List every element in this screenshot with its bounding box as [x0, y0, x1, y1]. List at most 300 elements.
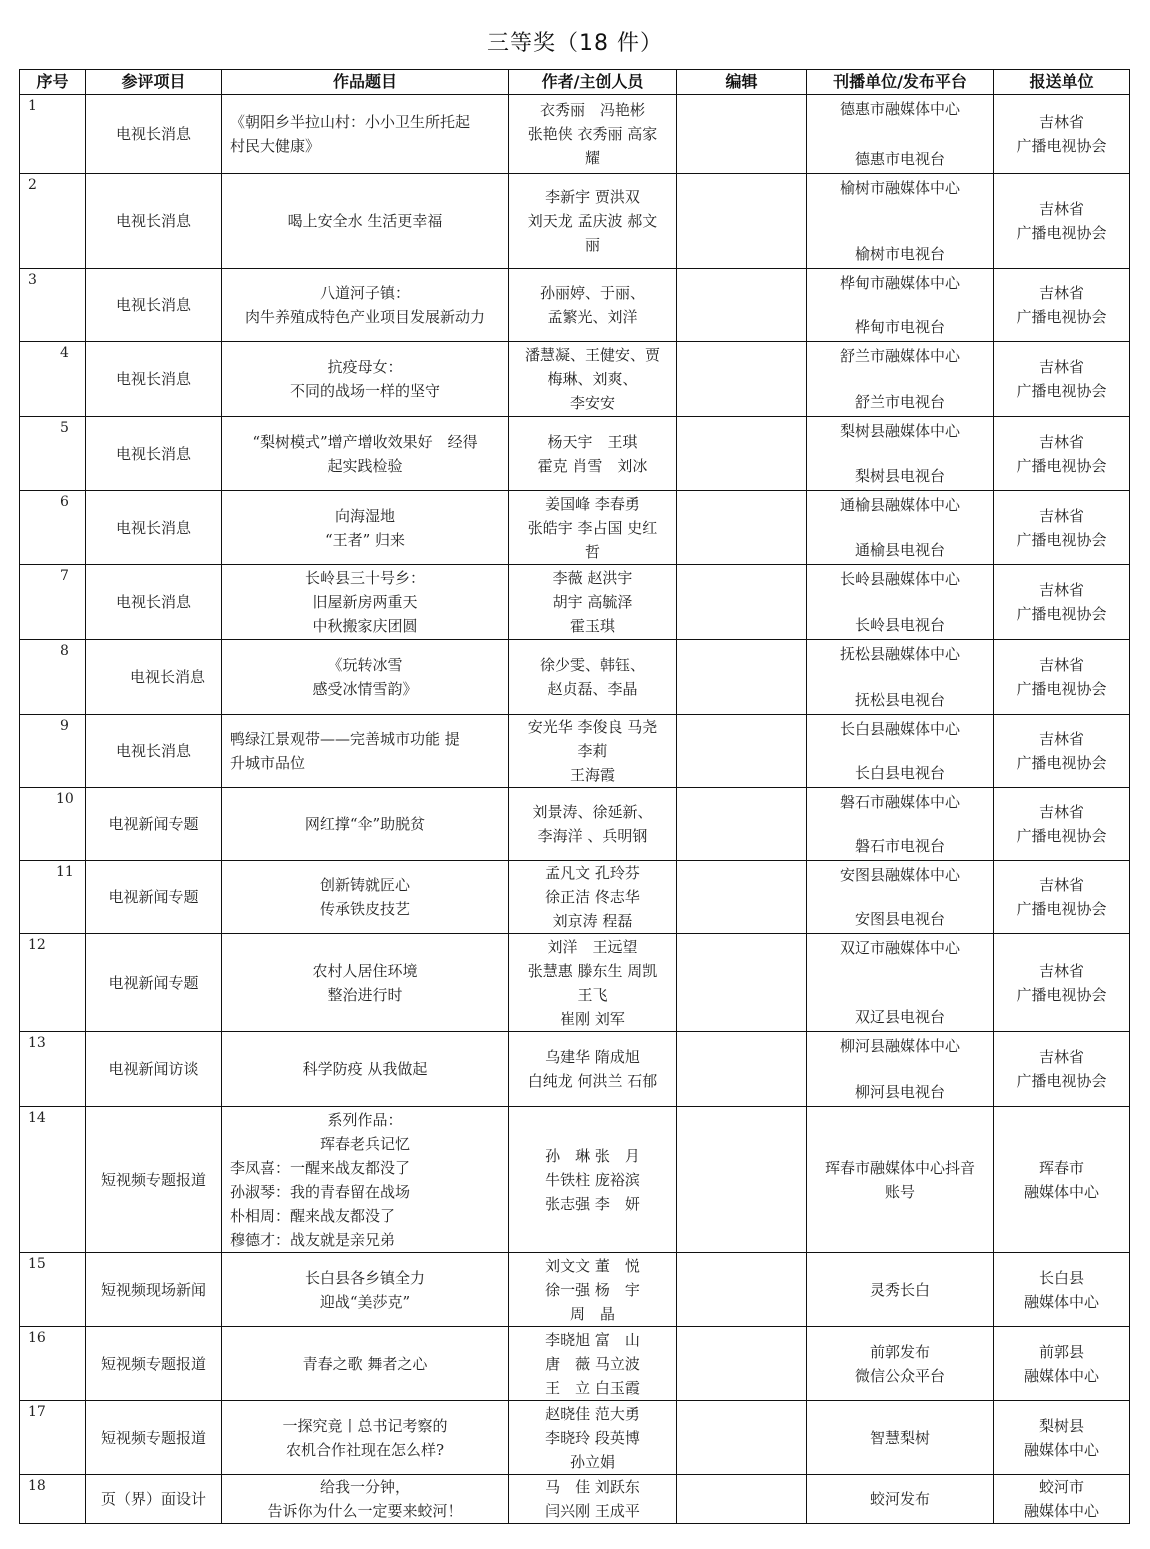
- cell-line: 舒兰市融媒体中心: [839, 347, 960, 365]
- cell-editor: [677, 417, 807, 491]
- cell-seq: 8: [20, 640, 86, 715]
- cell-submitter: [994, 95, 1130, 174]
- cell-line: 广播电视协会: [1016, 137, 1107, 155]
- cell-line: 张艳侠 衣秀丽 高家: [527, 125, 658, 143]
- cell-authors: [509, 565, 677, 640]
- cell-line: 蛟河发布: [869, 1490, 930, 1508]
- cell-publisher: [807, 491, 994, 565]
- cell-authors: [509, 934, 677, 1032]
- cell-line: 王 立 白玉霞: [545, 1378, 640, 1397]
- cell-line: 青春之歌 舞者之心: [302, 1354, 428, 1373]
- table-row: [20, 1475, 1130, 1524]
- cell-authors: [509, 715, 677, 788]
- cell-line: 刘洋 王远望: [547, 937, 638, 956]
- cell-line: 长白县各乡镇全力: [304, 1268, 425, 1287]
- cell-line: 榆树市电视台: [854, 245, 945, 263]
- cell-editor: [677, 1327, 807, 1401]
- cell-line: 融媒体中心: [1023, 1440, 1099, 1459]
- cell-publisher: [807, 1401, 994, 1475]
- cell-line: 丽: [584, 236, 600, 254]
- cell-seq: 12: [20, 934, 86, 1032]
- cell-seq: 4: [20, 342, 86, 417]
- cell-line: 徐一强 杨 宇: [545, 1280, 640, 1299]
- cell-category: 短视频专题报道: [86, 1327, 222, 1401]
- cell-authors: [509, 861, 677, 934]
- cell-line: 旧屋新房两重天: [312, 593, 418, 611]
- cell-line: 迎战“美莎克”: [319, 1292, 411, 1311]
- cell-seq: 16: [20, 1327, 86, 1401]
- cell-line: 潘慧凝、王健安、贾: [524, 346, 660, 364]
- table-row: [20, 1107, 1130, 1253]
- cell-line: 崔刚 刘军: [560, 1009, 625, 1028]
- table-header-row: [20, 70, 1130, 95]
- cell-line: 李晓旭 富 山: [545, 1330, 640, 1349]
- cell-line: 长白县电视台: [854, 764, 945, 782]
- cell-submitter: [994, 861, 1130, 934]
- cell-line: 抗疫母女：: [327, 358, 403, 376]
- table-row: [20, 788, 1130, 861]
- cell-seq: 14: [20, 1107, 86, 1253]
- cell-authors: [509, 1475, 677, 1524]
- cell-publisher: [807, 417, 994, 491]
- cell-line: 感受冰情雪韵》: [312, 680, 418, 698]
- cell-publisher: [807, 174, 994, 269]
- cell-seq: 7: [20, 565, 86, 640]
- cell-publisher: [807, 715, 994, 788]
- cell-submitter: [994, 1032, 1130, 1107]
- cell-work: [222, 1253, 509, 1327]
- cell-line: 融媒体中心: [1023, 1292, 1099, 1311]
- cell-work: [222, 1327, 509, 1401]
- cell-editor: [677, 1475, 807, 1524]
- page-title: 三等奖（18 件）: [487, 31, 663, 56]
- cell-line: 德惠市电视台: [854, 150, 945, 168]
- cell-line: 吉林省: [1038, 506, 1084, 525]
- cell-line: 朴相周：醒来战友都没了: [230, 1206, 396, 1225]
- cell-line: 《朝阳乡半拉山村：小小卫生所托起: [230, 113, 471, 131]
- cell-category: 电视新闻专题: [86, 788, 222, 861]
- cell-line: 桦甸市融媒体中心: [839, 274, 960, 292]
- cell-line: 霍玉琪: [569, 617, 615, 635]
- cell-line: 广播电视协会: [1016, 827, 1107, 845]
- cell-line: 《玩转冰雪: [327, 656, 403, 674]
- table-row: [20, 565, 1130, 640]
- cell-editor: [677, 1032, 807, 1107]
- cell-authors: [509, 1401, 677, 1475]
- cell-line: 创新铸就匠心: [319, 876, 410, 894]
- cell-line: 柳河县融媒体中心: [839, 1037, 960, 1055]
- table-row: [20, 1327, 1130, 1401]
- cell-editor: [677, 342, 807, 417]
- cell-submitter: [994, 1327, 1130, 1401]
- cell-editor: [677, 174, 807, 269]
- cell-authors: [509, 491, 677, 565]
- cell-line: 吉林省: [1038, 803, 1084, 821]
- cell-publisher: [807, 1032, 994, 1107]
- cell-publisher: [807, 1107, 994, 1253]
- cell-line: 广播电视协会: [1016, 382, 1107, 400]
- cell-line: 升城市品位: [230, 754, 306, 772]
- cell-line: 马 佳 刘跃东: [545, 1478, 640, 1496]
- cell-line: 账号: [884, 1182, 915, 1201]
- cell-line: 灵秀长白: [869, 1280, 930, 1299]
- cell-line: 榆树市融媒体中心: [839, 179, 960, 197]
- cell-editor: [677, 788, 807, 861]
- header-editor: 编辑: [677, 70, 807, 95]
- cell-work: [222, 491, 509, 565]
- cell-line: 传承铁皮技艺: [319, 900, 410, 918]
- cell-authors: [509, 640, 677, 715]
- table-row: [20, 715, 1130, 788]
- cell-line: 通榆县电视台: [854, 541, 945, 559]
- cell-editor: [677, 1107, 807, 1253]
- cell-line: 肉牛养殖成特色产业项目发展新动力: [244, 308, 485, 326]
- cell-line: 向海湿地: [334, 506, 395, 525]
- cell-seq: 1: [20, 95, 86, 174]
- cell-line: 刘天龙 孟庆波 郝文: [527, 212, 658, 230]
- cell-line: 蛟河市: [1038, 1478, 1084, 1496]
- cell-line: 长白县融媒体中心: [839, 720, 960, 738]
- cell-seq: 9: [20, 715, 86, 788]
- cell-work: [222, 934, 509, 1032]
- cell-line: 前郭发布: [869, 1342, 930, 1361]
- cell-line: 融媒体中心: [1023, 1502, 1099, 1520]
- cell-category: 电视长消息: [86, 417, 222, 491]
- cell-line: 李海洋 、兵明钢: [537, 827, 648, 845]
- cell-line: 梨树县融媒体中心: [839, 422, 960, 440]
- cell-submitter: [994, 934, 1130, 1032]
- cell-line: 梅琳、刘爽、: [547, 370, 638, 388]
- cell-authors: [509, 342, 677, 417]
- cell-line: 霍克 肖雪 刘冰: [537, 456, 648, 475]
- cell-line: 梨树县电视台: [854, 467, 945, 485]
- cell-category: 电视新闻专题: [86, 861, 222, 934]
- cell-publisher: [807, 95, 994, 174]
- cell-category: 短视频现场新闻: [86, 1253, 222, 1327]
- cell-publisher: [807, 788, 994, 861]
- cell-work: [222, 640, 509, 715]
- cell-line: 磐石市电视台: [854, 837, 945, 855]
- cell-publisher: [807, 1327, 994, 1401]
- cell-publisher: [807, 565, 994, 640]
- cell-line: 吉林省: [1038, 656, 1084, 674]
- cell-line: “梨树模式”增产增收效果好 经得: [252, 432, 478, 451]
- table-body: [20, 95, 1130, 1524]
- cell-submitter: [994, 788, 1130, 861]
- cell-line: 长白县: [1038, 1268, 1084, 1287]
- cell-line: 广播电视协会: [1016, 456, 1107, 475]
- cell-line: 整治进行时: [327, 985, 403, 1004]
- cell-line: 李凤喜：一醒来战友都没了: [230, 1158, 411, 1177]
- cell-line: 耀: [584, 149, 600, 167]
- cell-submitter: [994, 1107, 1130, 1253]
- cell-line: 安图县电视台: [854, 910, 945, 928]
- cell-line: 长岭县三十号乡：: [304, 569, 425, 587]
- cell-line: 微信公众平台: [854, 1366, 945, 1385]
- cell-line: 安图县融媒体中心: [839, 866, 960, 884]
- cell-line: 科学防疫 从我做起: [302, 1060, 428, 1078]
- cell-category: 短视频专题报道: [86, 1401, 222, 1475]
- cell-line: 广播电视协会: [1016, 680, 1107, 698]
- cell-work: [222, 1107, 509, 1253]
- cell-editor: [677, 640, 807, 715]
- cell-submitter: [994, 565, 1130, 640]
- cell-line: 孟繁光、刘洋: [547, 308, 638, 326]
- cell-line: 张志强 李 妍: [545, 1194, 640, 1213]
- cell-authors: [509, 1327, 677, 1401]
- cell-line: 珲春市: [1038, 1158, 1084, 1177]
- table-row: [20, 934, 1130, 1032]
- cell-line: 唐 薇 马立波: [545, 1354, 640, 1373]
- cell-editor: [677, 934, 807, 1032]
- header-authors: 作者/主创人员: [509, 70, 677, 95]
- cell-line: “王者” 归来: [324, 530, 406, 549]
- cell-category: 页（界）面设计: [86, 1475, 222, 1524]
- cell-line: 八道河子镇：: [319, 284, 410, 302]
- cell-line: 刘京涛 程磊: [552, 912, 633, 930]
- cell-line: 广播电视协会: [1016, 530, 1107, 549]
- cell-line: 安光华 李俊良 马尧: [527, 718, 658, 736]
- cell-line: 舒兰市电视台: [854, 393, 945, 411]
- header-work: 作品题目: [222, 70, 509, 95]
- cell-line: 哲: [584, 542, 600, 561]
- cell-seq: 2: [20, 174, 86, 269]
- cell-line: 系列作品：: [327, 1110, 403, 1129]
- cell-line: 长岭县融媒体中心: [839, 570, 960, 588]
- cell-line: 吉林省: [1038, 358, 1084, 376]
- cell-line: 赵晓佳 范大勇: [545, 1404, 640, 1423]
- cell-submitter: [994, 640, 1130, 715]
- cell-line: 胡宇 高毓泽: [552, 593, 633, 611]
- cell-line: 磐石市融媒体中心: [839, 793, 960, 811]
- cell-submitter: [994, 174, 1130, 269]
- cell-authors: [509, 1253, 677, 1327]
- cell-line: 喝上安全水 生活更幸福: [287, 212, 443, 230]
- cell-line: 珲春老兵记忆: [319, 1134, 410, 1153]
- cell-line: 吉林省: [1038, 200, 1084, 218]
- cell-seq: 18: [20, 1475, 86, 1524]
- cell-category: 电视长消息: [86, 491, 222, 565]
- cell-line: 德惠市融媒体中心: [839, 100, 960, 118]
- cell-line: 智慧梨树: [869, 1428, 930, 1447]
- cell-line: 王海霞: [569, 766, 615, 784]
- award-table: [19, 69, 1130, 1524]
- cell-line: 广播电视协会: [1016, 605, 1107, 623]
- cell-work: [222, 715, 509, 788]
- cell-line: 鸭绿江景观带——完善城市功能 提: [230, 730, 460, 748]
- cell-line: 刘景涛、徐延新、: [532, 803, 653, 821]
- cell-line: 闫兴刚 王成平: [545, 1502, 640, 1520]
- cell-category: 短视频专题报道: [86, 1107, 222, 1253]
- cell-line: 吉林省: [1038, 284, 1084, 302]
- cell-work: [222, 417, 509, 491]
- cell-line: 通榆县融媒体中心: [839, 496, 960, 514]
- cell-authors: [509, 417, 677, 491]
- header-seq: 序号: [20, 70, 86, 95]
- cell-editor: [677, 565, 807, 640]
- cell-work: [222, 1401, 509, 1475]
- cell-category: 电视长消息: [86, 174, 222, 269]
- cell-line: 前郭县: [1038, 1342, 1084, 1361]
- cell-publisher: [807, 1253, 994, 1327]
- cell-publisher: [807, 269, 994, 342]
- cell-work: [222, 1032, 509, 1107]
- cell-line: 刘文文 董 悦: [545, 1256, 640, 1275]
- cell-line: 吉林省: [1038, 961, 1084, 980]
- cell-line: 农村人居住环境: [312, 961, 418, 980]
- cell-seq: 11: [20, 861, 86, 934]
- cell-line: 网红撑“伞”助脱贫: [304, 815, 426, 833]
- cell-line: 吉林省: [1038, 113, 1084, 131]
- cell-editor: [677, 861, 807, 934]
- cell-submitter: [994, 715, 1130, 788]
- cell-work: [222, 174, 509, 269]
- cell-line: 吉林省: [1038, 1048, 1084, 1066]
- cell-submitter: [994, 491, 1130, 565]
- table-row: [20, 95, 1130, 174]
- cell-line: 张皓宇 李占国 史红: [527, 518, 658, 537]
- cell-line: 牛铁柱 庞裕滨: [545, 1170, 640, 1189]
- table-row: [20, 269, 1130, 342]
- cell-category: 电视长消息: [86, 95, 222, 174]
- cell-seq: 5: [20, 417, 86, 491]
- cell-publisher: [807, 640, 994, 715]
- cell-line: 孙淑琴：我的青春留在战场: [230, 1182, 411, 1201]
- table-row: [20, 1401, 1130, 1475]
- cell-work: [222, 861, 509, 934]
- cell-seq: 13: [20, 1032, 86, 1107]
- table-row: [20, 1032, 1130, 1107]
- cell-line: 告诉你为什么一定要来蛟河！: [267, 1502, 463, 1520]
- cell-line: 张慧惠 滕东生 周凯: [527, 961, 658, 980]
- cell-line: 广播电视协会: [1016, 900, 1107, 918]
- cell-submitter: [994, 342, 1130, 417]
- cell-authors: [509, 269, 677, 342]
- table-row: [20, 174, 1130, 269]
- header-category: 参评项目: [86, 70, 222, 95]
- cell-line: 孙立娟: [569, 1452, 615, 1471]
- cell-work: [222, 95, 509, 174]
- cell-line: 不同的战场一样的坚守: [289, 382, 440, 400]
- cell-line: 融媒体中心: [1023, 1182, 1099, 1201]
- cell-editor: [677, 715, 807, 788]
- cell-authors: [509, 174, 677, 269]
- cell-editor: [677, 1253, 807, 1327]
- cell-editor: [677, 269, 807, 342]
- cell-category: 电视长消息: [86, 640, 222, 715]
- cell-line: 吉林省: [1038, 432, 1084, 451]
- cell-publisher: [807, 934, 994, 1032]
- header-publisher: 刊播单位/发布平台: [807, 70, 994, 95]
- table-row: [20, 342, 1130, 417]
- cell-line: 梨树县: [1038, 1416, 1084, 1435]
- cell-publisher: [807, 1475, 994, 1524]
- cell-line: 李薇 赵洪宇: [552, 569, 633, 587]
- table-row: [20, 1253, 1130, 1327]
- cell-line: 一探究竟丨总书记考察的: [282, 1416, 448, 1435]
- cell-work: [222, 565, 509, 640]
- cell-line: 李新宇 贾洪双: [545, 188, 640, 206]
- table-row: [20, 417, 1130, 491]
- cell-editor: [677, 1401, 807, 1475]
- cell-submitter: [994, 1253, 1130, 1327]
- cell-line: 广播电视协会: [1016, 1072, 1107, 1090]
- cell-line: 广播电视协会: [1016, 224, 1107, 242]
- cell-submitter: [994, 269, 1130, 342]
- cell-line: 双辽县电视台: [854, 1008, 945, 1026]
- cell-line: 农机合作社现在怎么样?: [285, 1440, 445, 1459]
- cell-submitter: [994, 417, 1130, 491]
- cell-authors: [509, 1107, 677, 1253]
- cell-line: 赵贞磊、李晶: [547, 680, 638, 698]
- cell-line: 融媒体中心: [1023, 1366, 1099, 1385]
- cell-submitter: [994, 1475, 1130, 1524]
- table-row: [20, 640, 1130, 715]
- cell-line: 李莉: [577, 742, 608, 760]
- cell-line: 徐正洁 佟志华: [545, 888, 640, 906]
- cell-category: 电视长消息: [86, 342, 222, 417]
- cell-line: 姜国峰 李春勇: [545, 494, 640, 513]
- cell-work: [222, 788, 509, 861]
- cell-line: 柳河县电视台: [854, 1083, 945, 1101]
- cell-category: 电视长消息: [86, 565, 222, 640]
- cell-seq: 17: [20, 1401, 86, 1475]
- cell-authors: [509, 95, 677, 174]
- cell-line: 乌建华 隋成旭: [545, 1048, 640, 1066]
- cell-line: 孙 琳 张 月: [545, 1146, 640, 1165]
- cell-seq: 10: [20, 788, 86, 861]
- cell-line: 长岭县电视台: [854, 616, 945, 634]
- cell-seq: 3: [20, 269, 86, 342]
- cell-line: 王飞: [577, 985, 608, 1004]
- cell-line: 李晓玲 段英博: [545, 1428, 640, 1447]
- cell-work: [222, 1475, 509, 1524]
- cell-line: 孟凡文 孔玲芬: [545, 864, 640, 882]
- cell-line: 吉林省: [1038, 876, 1084, 894]
- cell-seq: 15: [20, 1253, 86, 1327]
- cell-line: 珲春市融媒体中心抖音: [824, 1158, 975, 1177]
- cell-line: 双辽市融媒体中心: [839, 939, 960, 957]
- cell-line: 白纯龙 何洪兰 石郁: [527, 1072, 658, 1090]
- cell-submitter: [994, 1401, 1130, 1475]
- cell-publisher: [807, 342, 994, 417]
- cell-line: 广播电视协会: [1016, 308, 1107, 326]
- cell-line: 中秋搬家庆团圆: [312, 617, 418, 635]
- cell-editor: [677, 491, 807, 565]
- cell-authors: [509, 1032, 677, 1107]
- cell-line: 李安安: [569, 394, 615, 412]
- cell-publisher: [807, 861, 994, 934]
- cell-work: [222, 269, 509, 342]
- cell-line: 起实践检验: [327, 456, 403, 475]
- cell-line: 周 晶: [569, 1304, 615, 1323]
- cell-editor: [677, 95, 807, 174]
- cell-line: 抚松县电视台: [854, 691, 945, 709]
- header-submitter: 报送单位: [994, 70, 1130, 95]
- cell-work: [222, 342, 509, 417]
- cell-line: 村民大健康》: [230, 137, 321, 155]
- cell-line: 吉林省: [1038, 730, 1084, 748]
- cell-line: 衣秀丽 冯艳彬: [539, 101, 645, 119]
- cell-line: 徐少雯、韩钰、: [539, 656, 645, 674]
- cell-line: 广播电视协会: [1016, 985, 1107, 1004]
- cell-line: 给我一分钟，: [319, 1478, 410, 1496]
- cell-seq: 6: [20, 491, 86, 565]
- cell-category: 电视新闻访谈: [86, 1032, 222, 1107]
- cell-line: 抚松县融媒体中心: [839, 645, 960, 663]
- cell-line: 穆德才：战友就是亲兄弟: [230, 1230, 396, 1249]
- table-row: [20, 491, 1130, 565]
